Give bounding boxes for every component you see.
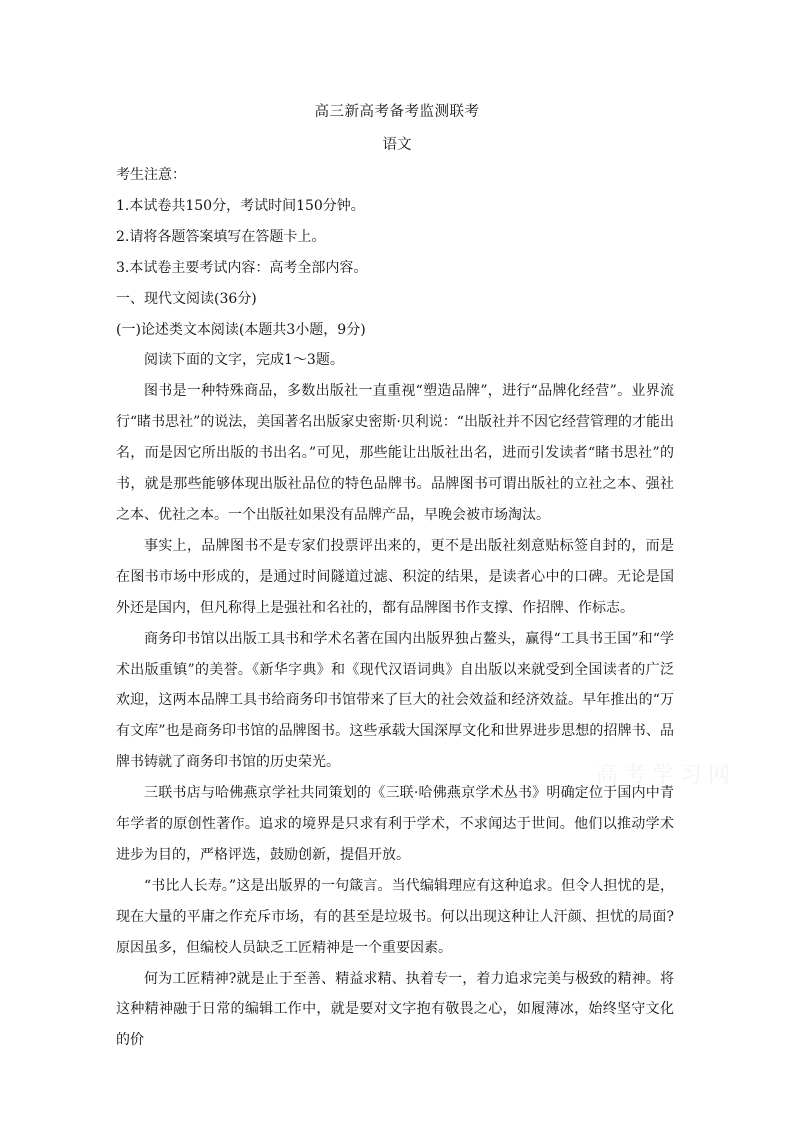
exam-content [116, 160, 674, 1056]
notice-heading: 考生注意： [116, 167, 186, 183]
section-subheading: (一)论述类文本阅读(本题共3小题，9分) [116, 321, 366, 338]
passage-paragraph: 三联书店与哈佛燕京学社共同策划的《三联·哈佛燕京学术丛书》明确定位于国内中青年学者的原创性著作。追求的境界是只求有利于学术，不求闻达于世间。他们以推动学术进步为目的，严格评选，鼓励创新，提倡开放。 [116, 785, 674, 863]
passage-paragraph: “书比人长寿。”这是出版界的一句箴言。当代编辑理应有这种追求。但令人担忧的是，现在大量的平庸之作充斥市场，有的甚至是垃圾书。何以出现这种让人汗颜、担忧的局面?原因虽多，但编校人员缺乏工匠精神是一个重要因素。 [116, 877, 674, 956]
passage-paragraph: 事实上，品牌图书不是专家们投票评出来的，更不是出版社刻意贴标签自封的，而是在图书市场中形成的，是通过时间隧道过滤、积淀的结果，是读者心中的口碑。无论是国外还是国内，但凡称得上是强社和名社的，都有品牌图书作支撑、作招牌、作标志。 [116, 537, 674, 616]
passage-paragraph: 商务印书馆以出版工具书和学术名著在国内出版界独占鳌头，赢得“工具书王国”和“学术出版重镇”的美誉。《新华字典》和《现代汉语词典》自出版以来就受到全国读者的广泛欢迎，这两本品牌工具书给商务印书馆带来了巨大的社会效益和经济效益。早年推出的“万有文库”也是商务印书馆的品牌图书。这些承载大国深厚文化和世界进步思想的招牌书、品牌书铸就了商务印书馆的历史荣光。 [116, 630, 674, 771]
subject-title: 语文 [382, 137, 412, 153]
section-heading: 一、现代文阅读(36分) [116, 290, 257, 307]
notice-item: 2.请将各题答案填写在答题卡上。 [116, 228, 326, 245]
exam-title: 高三新高考备考监测联考 [314, 104, 480, 120]
passage-paragraph: 图书是一种特殊商品，多数出版社一直重视“塑造品牌”，进行“品牌化经营”。业界流行“睹书思社”的说法，美国著名出版家史密斯·贝利说：“出版社并不因它经营管理的才能出名，而是因它所出版的书出名。”可见，那些能让出版社出名，进而引发读者“睹书思社”的书，就是那些能够体现出版社品位的特色品牌书。品牌图书可谓出版社的立社之本、强社之本、优社之本。一个出版社如果没有品牌产品，早晚会被市场淘汰。 [116, 383, 674, 523]
reading-instruction: 阅读下面的文字，完成1～3题。 [144, 352, 344, 369]
watermark: 高考学习网 [596, 763, 737, 788]
passage-paragraph: 何为工匠精神?就是止于至善、精益求精、执着专一，着力追求完美与极致的精神。将这种精神融于日常的编辑工作中，就是要对文字抱有敬畏之心，如履薄冰，始终坚守文化的价 [116, 970, 674, 1049]
notice-item: 3.本试卷主要考试内容：高考全部内容。 [116, 259, 368, 276]
notice-item: 1.本试卷共150分，考试时间150分钟。 [116, 197, 365, 214]
